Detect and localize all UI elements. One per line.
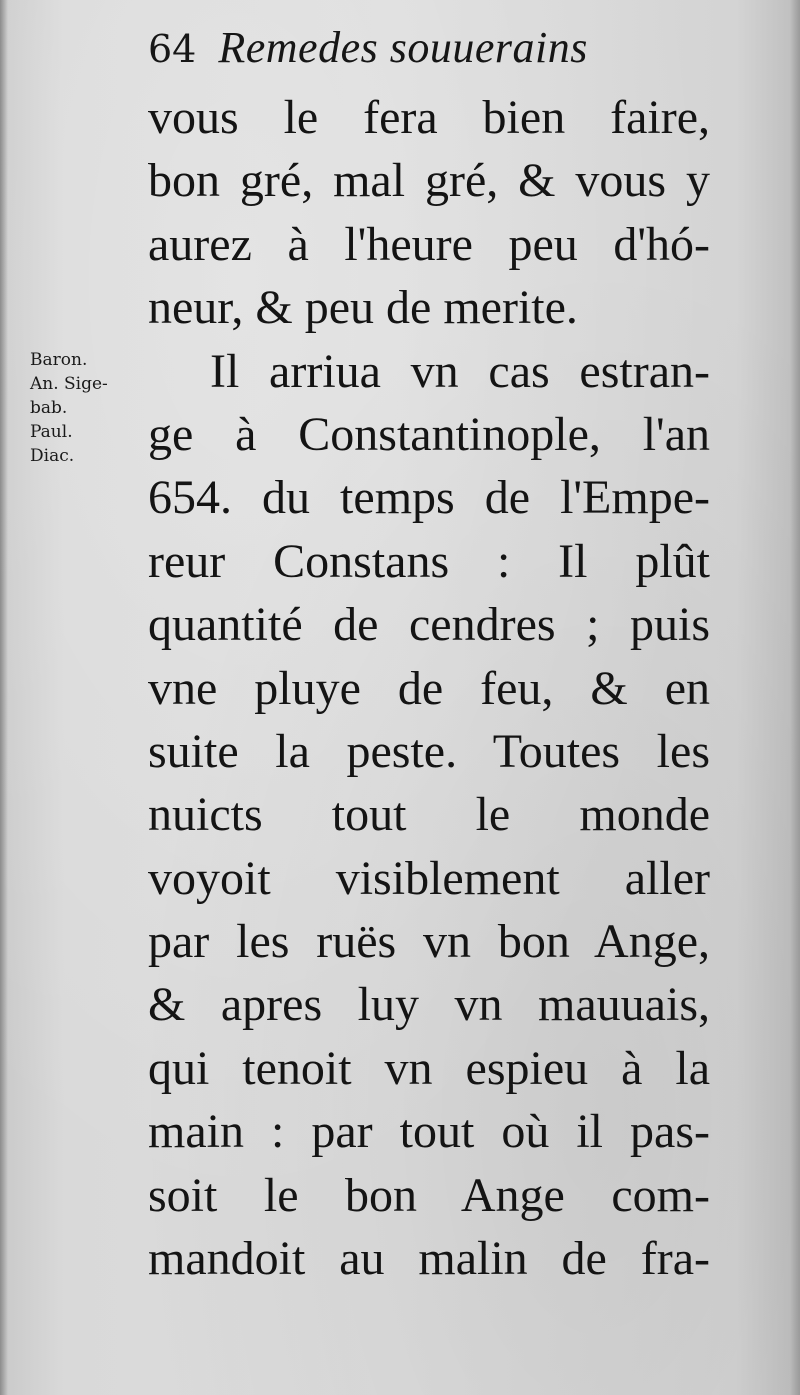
text-line: ge à Constantinople, l'an xyxy=(148,407,710,461)
margin-note: Diac. xyxy=(30,446,75,466)
margin-note: Paul. xyxy=(30,422,73,442)
text-line: qui tenoit vn espieu à la xyxy=(148,1041,710,1095)
text-line: Il arriua vn cas estran- xyxy=(210,344,710,398)
text-line: neur, & peu de merite. xyxy=(148,281,578,335)
margin-note: bab. xyxy=(30,398,68,418)
text-line: bon gré, mal gré, & vous y xyxy=(148,154,710,208)
text-line: reur Constans : Il plût xyxy=(148,534,710,588)
running-title: Remedes souuerains xyxy=(218,23,588,72)
margin-note: An. Sige- xyxy=(30,374,108,394)
text-line: vne pluye de feu, & en xyxy=(148,661,710,715)
body-text xyxy=(148,86,710,1290)
margin-note: Baron. xyxy=(30,350,88,370)
page-header xyxy=(148,22,588,86)
page-number: 64 xyxy=(148,27,197,71)
text-line: suite la peste. Toutes les xyxy=(148,724,710,778)
text-line: par les ruës vn bon Ange, xyxy=(148,915,710,969)
text-line: main : par tout où il pas- xyxy=(148,1105,710,1159)
text-line: 654. du temps de l'Empe- xyxy=(148,471,710,525)
text-line: aurez à l'heure peu d'hó- xyxy=(148,217,710,271)
text-line: quantité de cendres ; puis xyxy=(148,598,710,652)
text-line: nuicts tout le monde xyxy=(148,788,710,842)
text-line: vous le fera bien faire, xyxy=(148,91,710,144)
text-line: mandoit au malin de fra- xyxy=(148,1232,710,1286)
text-line: & apres luy vn mauuais, xyxy=(148,978,710,1032)
page-edge-shadow-right xyxy=(790,0,800,1395)
text-line: voyoit visiblement aller xyxy=(148,851,710,905)
text-line: soit le bon Ange com- xyxy=(148,1168,710,1222)
page-edge-shadow-left xyxy=(0,0,8,1395)
margin-notes xyxy=(30,348,140,468)
